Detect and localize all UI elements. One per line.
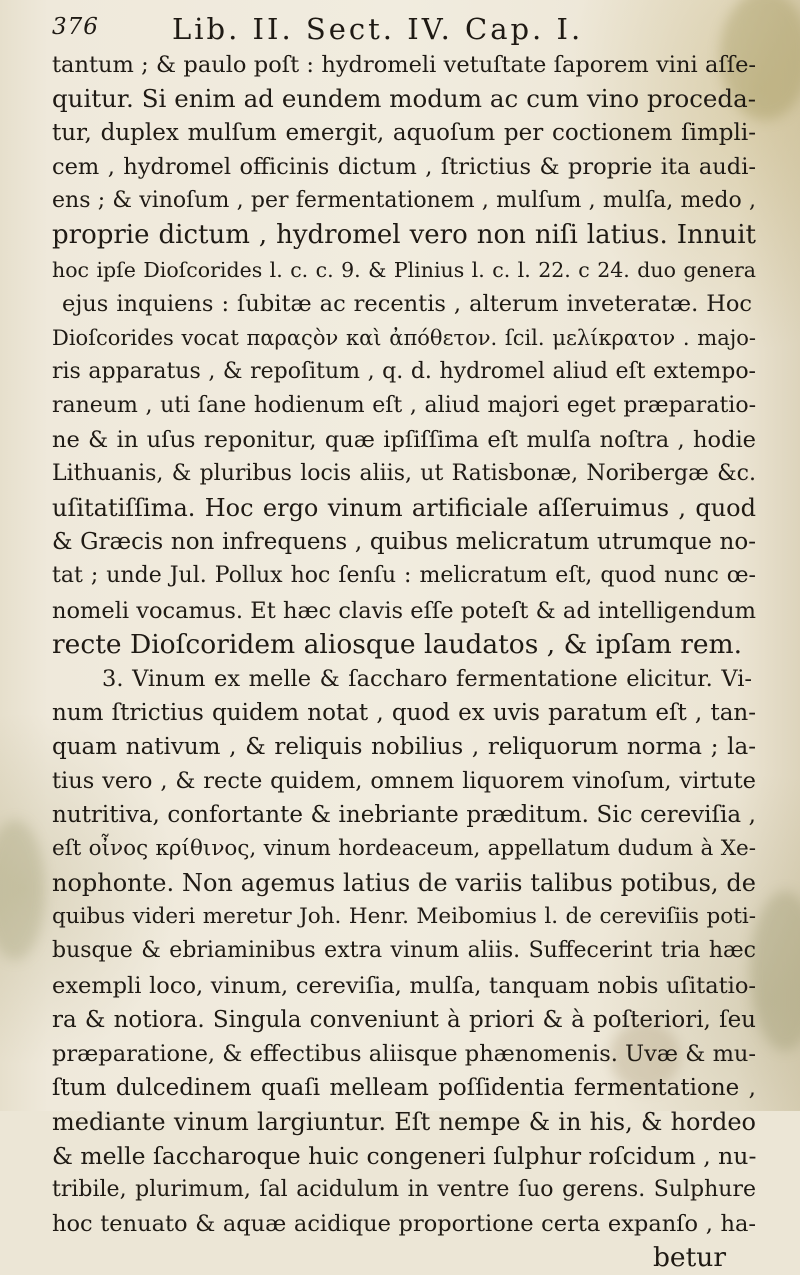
text-line: & Græcis non infrequens , quibus melicratum utrumque no- bbox=[52, 529, 756, 556]
text-line: quibus videri meretur Joh. Henr. Meibomius l. de cereviſiis poti- bbox=[52, 904, 756, 930]
section-heading-line: 3. Vinum ex melle & ſaccharo fermentatione elicitur. Vi- bbox=[102, 665, 752, 692]
page-number: 376 bbox=[52, 14, 99, 40]
text-line: busque & ebriaminibus extra vinum aliis. Suffecerint tria hæc bbox=[52, 938, 756, 964]
text-line: & melle ſaccharoque huic congeneri ſulphur roſcidum , nu- bbox=[52, 1142, 757, 1170]
text-line: exempli loco, vinum, cereviſia, mulſa, tanquam nobis uſitatio- bbox=[52, 972, 756, 999]
text-line: ejus inquiens : ſubitæ ac recentis , alterum inveteratæ. Hoc bbox=[62, 290, 752, 317]
text-line: nomeli vocamus. Et hæc clavis eſſe poteſt & ad intelligendum bbox=[52, 597, 756, 624]
text-line: tribile, plurimum, ſal acidulum in ventre ſuo gerens. Sulphure bbox=[52, 1177, 756, 1203]
text-line: proprie dictum , hydromel vero non niſi latius. Innuit bbox=[52, 220, 756, 251]
text-line: uſitatiſſima. Hoc ergo vinum artificiale aſſeruimus , quod bbox=[52, 494, 756, 523]
text-line: Lithuanis, & pluribus locis aliis, ut Ratisbonæ, Noribergæ &c. bbox=[52, 461, 756, 487]
paper-stain bbox=[0, 820, 45, 960]
text-line: nutritiva, confortante & inebriante præditum. Sic cereviſia , bbox=[52, 802, 756, 829]
text-line: præparatione, & effectibus aliisque phænomenis. Uvæ & mu- bbox=[52, 1040, 756, 1067]
text-line: mediante vinum largiuntur. Eſt nempe & in his, & hordeo bbox=[52, 1107, 756, 1136]
text-line: quitur. Si enim ad eundem modum ac cum vino proceda- bbox=[52, 84, 756, 114]
text-line: tur, duplex mulſum emergit, aquoſum per coctionem ſimpli- bbox=[52, 120, 756, 147]
text-line: ra & notiora. Singula conveniunt à priori & à poſteriori, ſeu bbox=[52, 1006, 756, 1033]
text-line: hoc ipſe Dioſcorides l. c. c. 9. & Plinius l. c. l. 22. c 24. duo genera bbox=[52, 257, 756, 282]
text-line: ris apparatus , & repoſitum , q. d. hydromel aliud eſt extempo- bbox=[52, 358, 756, 384]
text-line: hoc tenuato & aquæ acidique proportione certa expanſo , ha- bbox=[52, 1211, 756, 1238]
text-line: tantum ; & paulo poſt : hydromeli vetuſtate ſaporem vini aſſe- bbox=[52, 52, 756, 78]
text-line: quam nativum , & reliquis nobilius , reliquorum norma ; la- bbox=[52, 733, 756, 760]
text-line: ne & in uſus reponitur, quæ ipſiſſima eſt mulſa noſtra , hodie bbox=[52, 427, 756, 454]
text-line: ens ; & vinoſum , per fermentationem , mulſum , mulſa, medo , bbox=[52, 188, 756, 214]
text-line: Dioſcorides vocat παραςὸν καὶ ἀπόθετον. ſcil. μελίκρατον . majo- bbox=[52, 325, 756, 350]
body-text bbox=[52, 48, 756, 1275]
text-line: raneum , uti ſane hodienum eſt , aliud majori eget præparatio- bbox=[52, 392, 756, 418]
paper-stain bbox=[750, 891, 800, 1051]
text-line: tat ; unde Jul. Pollux hoc ſenſu : melicratum eſt, quod nunc œ- bbox=[52, 563, 756, 589]
catchword: betur bbox=[652, 1242, 726, 1274]
text-line: tius vero , & recte quidem, omnem liquorem vinoſum, virtute bbox=[52, 767, 756, 794]
text-line: eſt οἶνος κρίθινος, vinum hordeaceum, appellatum dudum à Xe- bbox=[52, 836, 756, 862]
running-head: Lib. II. Sect. IV. Cap. I. bbox=[172, 12, 584, 46]
text-line: cem , hydromel officinis dictum , ſtrictius & proprie ita audi- bbox=[52, 154, 756, 181]
text-line: recte Dioſcoridem aliosque laudatos , & ipſam rem. bbox=[52, 628, 743, 660]
page-header bbox=[52, 12, 752, 50]
text-line: nophonte. Non agemus latius de variis talibus potibus, de bbox=[52, 869, 756, 898]
text-line: num ſtrictius quidem notat , quod ex uvis paratum eſt , tan- bbox=[52, 699, 756, 726]
text-line: ſtum dulcedinem quaſi melleam poſſidentia fermentatione , bbox=[52, 1074, 756, 1101]
